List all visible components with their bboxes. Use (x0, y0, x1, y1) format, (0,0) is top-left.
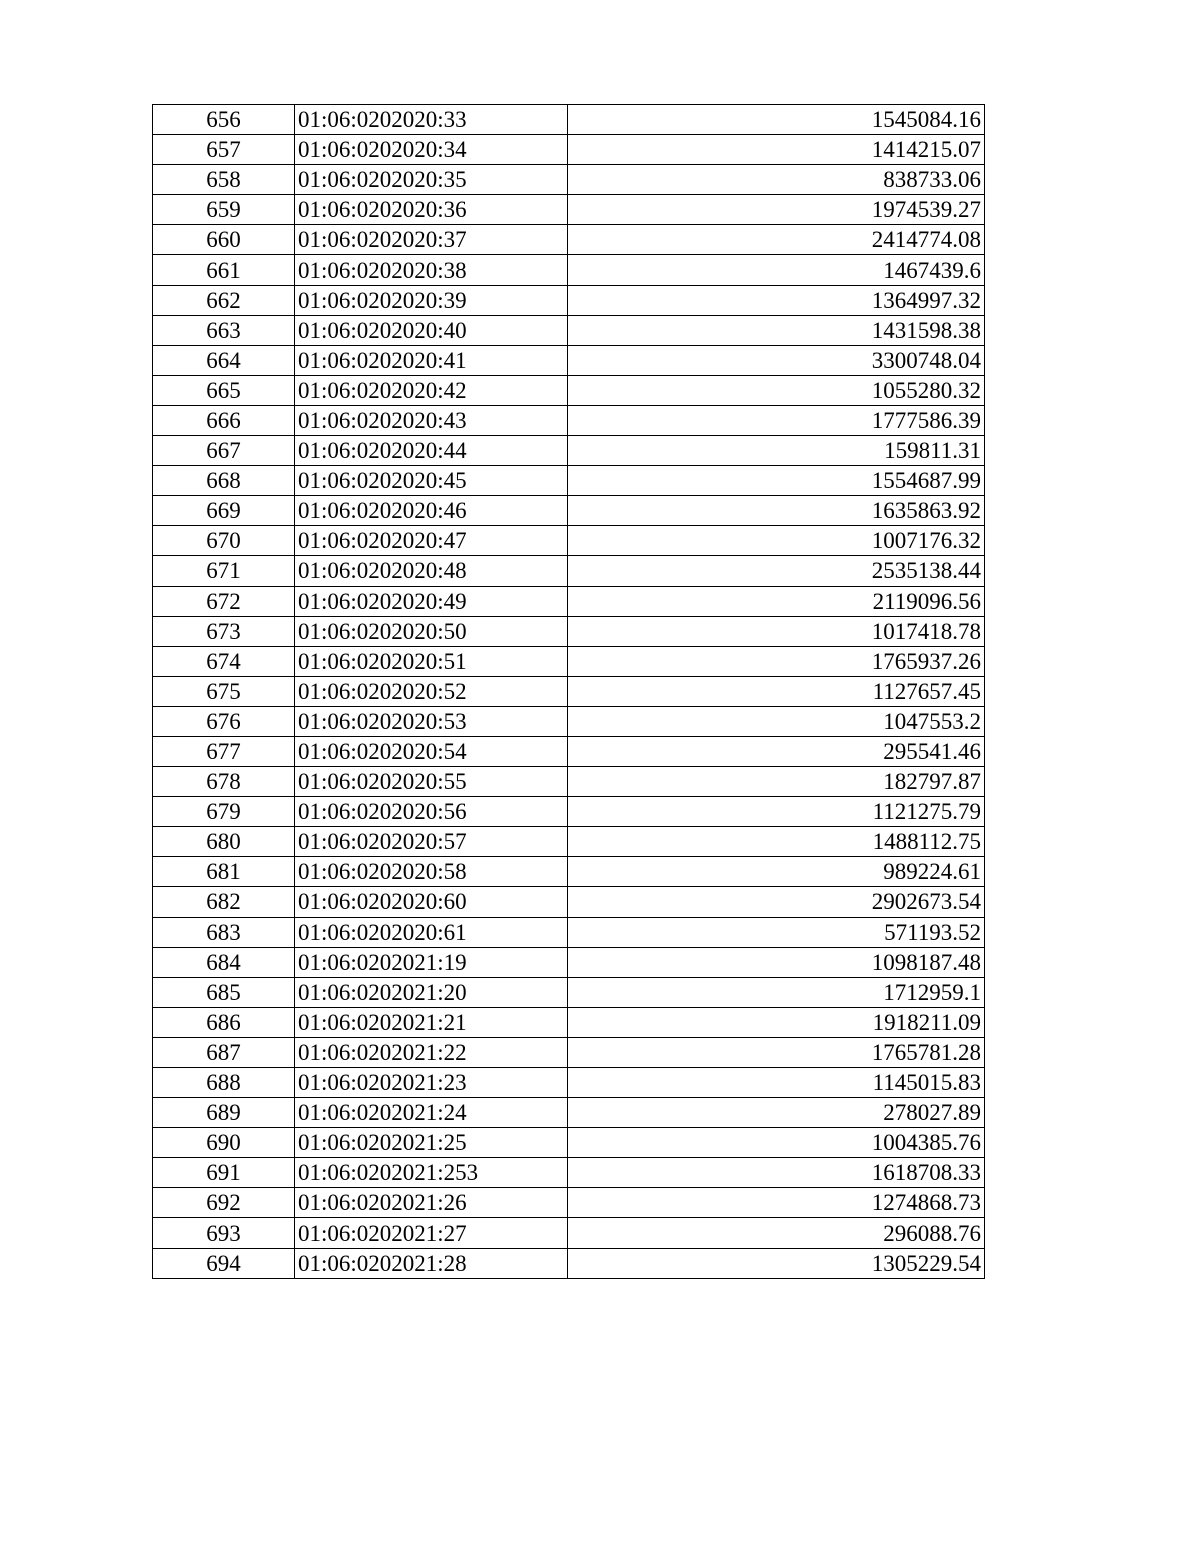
row-number-cell: 669 (153, 496, 295, 526)
table-row (153, 917, 985, 947)
row-number-cell: 680 (153, 827, 295, 857)
row-number-cell: 688 (153, 1068, 295, 1098)
row-number-cell: 661 (153, 255, 295, 285)
row-number-cell: 659 (153, 195, 295, 225)
value-cell: 1467439.6 (568, 255, 985, 285)
value-cell: 1974539.27 (568, 195, 985, 225)
table-row (153, 1128, 985, 1158)
value-cell: 571193.52 (568, 917, 985, 947)
row-number-cell: 694 (153, 1248, 295, 1278)
table-row (153, 1158, 985, 1188)
table-row (153, 255, 985, 285)
table-row (153, 556, 985, 586)
table-row (153, 315, 985, 345)
code-cell: 01:06:0202020:53 (295, 706, 568, 736)
row-number-cell: 677 (153, 736, 295, 766)
code-cell: 01:06:0202020:57 (295, 827, 568, 857)
value-cell: 1765781.28 (568, 1037, 985, 1067)
table-row (153, 225, 985, 255)
value-cell: 296088.76 (568, 1218, 985, 1248)
value-cell: 1488112.75 (568, 827, 985, 857)
value-cell: 1121275.79 (568, 797, 985, 827)
value-cell: 278027.89 (568, 1098, 985, 1128)
code-cell: 01:06:0202020:41 (295, 345, 568, 375)
code-cell: 01:06:0202020:49 (295, 586, 568, 616)
table-row (153, 1248, 985, 1278)
table-row (153, 105, 985, 135)
code-cell: 01:06:0202020:33 (295, 105, 568, 135)
table-row (153, 676, 985, 706)
row-number-cell: 679 (153, 797, 295, 827)
row-number-cell: 678 (153, 767, 295, 797)
table-row (153, 1037, 985, 1067)
code-cell: 01:06:0202020:40 (295, 315, 568, 345)
row-number-cell: 663 (153, 315, 295, 345)
value-cell: 1618708.33 (568, 1158, 985, 1188)
table-row (153, 616, 985, 646)
value-cell: 1274868.73 (568, 1188, 985, 1218)
table-row (153, 195, 985, 225)
value-cell: 2535138.44 (568, 556, 985, 586)
code-cell: 01:06:0202021:24 (295, 1098, 568, 1128)
table-row (153, 1098, 985, 1128)
code-cell: 01:06:0202020:60 (295, 887, 568, 917)
row-number-cell: 689 (153, 1098, 295, 1128)
value-cell: 1305229.54 (568, 1248, 985, 1278)
table-row (153, 646, 985, 676)
code-cell: 01:06:0202020:39 (295, 285, 568, 315)
value-cell: 1414215.07 (568, 135, 985, 165)
code-cell: 01:06:0202020:50 (295, 616, 568, 646)
value-cell: 989224.61 (568, 857, 985, 887)
value-cell: 1004385.76 (568, 1128, 985, 1158)
value-cell: 182797.87 (568, 767, 985, 797)
row-number-cell: 673 (153, 616, 295, 646)
code-cell: 01:06:0202020:48 (295, 556, 568, 586)
value-cell: 159811.31 (568, 436, 985, 466)
row-number-cell: 691 (153, 1158, 295, 1188)
row-number-cell: 662 (153, 285, 295, 315)
code-cell: 01:06:0202020:36 (295, 195, 568, 225)
code-cell: 01:06:0202020:46 (295, 496, 568, 526)
data-table (152, 104, 985, 1279)
table-row (153, 135, 985, 165)
row-number-cell: 667 (153, 436, 295, 466)
row-number-cell: 657 (153, 135, 295, 165)
value-cell: 1145015.83 (568, 1068, 985, 1098)
row-number-cell: 666 (153, 405, 295, 435)
code-cell: 01:06:0202020:51 (295, 646, 568, 676)
value-cell: 1127657.45 (568, 676, 985, 706)
row-number-cell: 664 (153, 345, 295, 375)
code-cell: 01:06:0202021:253 (295, 1158, 568, 1188)
code-cell: 01:06:0202020:58 (295, 857, 568, 887)
row-number-cell: 668 (153, 466, 295, 496)
row-number-cell: 684 (153, 947, 295, 977)
value-cell: 2119096.56 (568, 586, 985, 616)
table-row (153, 947, 985, 977)
code-cell: 01:06:0202021:19 (295, 947, 568, 977)
code-cell: 01:06:0202021:26 (295, 1188, 568, 1218)
code-cell: 01:06:0202021:28 (295, 1248, 568, 1278)
code-cell: 01:06:0202020:43 (295, 405, 568, 435)
row-number-cell: 681 (153, 857, 295, 887)
table-row (153, 1007, 985, 1037)
table-row (153, 767, 985, 797)
table-row (153, 827, 985, 857)
table-row (153, 345, 985, 375)
code-cell: 01:06:0202020:52 (295, 676, 568, 706)
code-cell: 01:06:0202021:25 (295, 1128, 568, 1158)
code-cell: 01:06:0202020:34 (295, 135, 568, 165)
code-cell: 01:06:0202020:44 (295, 436, 568, 466)
table-row (153, 496, 985, 526)
code-cell: 01:06:0202020:61 (295, 917, 568, 947)
table-row (153, 285, 985, 315)
row-number-cell: 656 (153, 105, 295, 135)
value-cell: 1364997.32 (568, 285, 985, 315)
row-number-cell: 665 (153, 375, 295, 405)
code-cell: 01:06:0202020:56 (295, 797, 568, 827)
value-cell: 1017418.78 (568, 616, 985, 646)
code-cell: 01:06:0202021:21 (295, 1007, 568, 1037)
table-row (153, 586, 985, 616)
code-cell: 01:06:0202021:22 (295, 1037, 568, 1067)
value-cell: 295541.46 (568, 736, 985, 766)
row-number-cell: 676 (153, 706, 295, 736)
row-number-cell: 692 (153, 1188, 295, 1218)
table-row (153, 857, 985, 887)
value-cell: 1777586.39 (568, 405, 985, 435)
row-number-cell: 670 (153, 526, 295, 556)
row-number-cell: 660 (153, 225, 295, 255)
value-cell: 1545084.16 (568, 105, 985, 135)
value-cell: 1007176.32 (568, 526, 985, 556)
value-cell: 3300748.04 (568, 345, 985, 375)
value-cell: 1098187.48 (568, 947, 985, 977)
code-cell: 01:06:0202020:55 (295, 767, 568, 797)
table-row (153, 706, 985, 736)
value-cell: 1554687.99 (568, 466, 985, 496)
row-number-cell: 682 (153, 887, 295, 917)
code-cell: 01:06:0202020:42 (295, 375, 568, 405)
code-cell: 01:06:0202020:35 (295, 165, 568, 195)
row-number-cell: 687 (153, 1037, 295, 1067)
value-cell: 2902673.54 (568, 887, 985, 917)
value-cell: 1765937.26 (568, 646, 985, 676)
table-row (153, 375, 985, 405)
code-cell: 01:06:0202021:23 (295, 1068, 568, 1098)
table-row (153, 165, 985, 195)
value-cell: 1918211.09 (568, 1007, 985, 1037)
value-cell: 1055280.32 (568, 375, 985, 405)
table-row (153, 797, 985, 827)
value-cell: 2414774.08 (568, 225, 985, 255)
value-cell: 1712959.1 (568, 977, 985, 1007)
code-cell: 01:06:0202021:27 (295, 1218, 568, 1248)
value-cell: 838733.06 (568, 165, 985, 195)
value-cell: 1635863.92 (568, 496, 985, 526)
code-cell: 01:06:0202021:20 (295, 977, 568, 1007)
table-row (153, 1188, 985, 1218)
code-cell: 01:06:0202020:47 (295, 526, 568, 556)
table-row (153, 436, 985, 466)
row-number-cell: 674 (153, 646, 295, 676)
row-number-cell: 658 (153, 165, 295, 195)
value-cell: 1047553.2 (568, 706, 985, 736)
table-row (153, 466, 985, 496)
table-row (153, 736, 985, 766)
row-number-cell: 693 (153, 1218, 295, 1248)
table-body (153, 105, 985, 1279)
row-number-cell: 686 (153, 1007, 295, 1037)
row-number-cell: 672 (153, 586, 295, 616)
code-cell: 01:06:0202020:37 (295, 225, 568, 255)
value-cell: 1431598.38 (568, 315, 985, 345)
table-row (153, 977, 985, 1007)
row-number-cell: 690 (153, 1128, 295, 1158)
row-number-cell: 671 (153, 556, 295, 586)
row-number-cell: 675 (153, 676, 295, 706)
table-row (153, 887, 985, 917)
table-row (153, 1218, 985, 1248)
table-row (153, 405, 985, 435)
code-cell: 01:06:0202020:45 (295, 466, 568, 496)
code-cell: 01:06:0202020:54 (295, 736, 568, 766)
table-row (153, 526, 985, 556)
code-cell: 01:06:0202020:38 (295, 255, 568, 285)
row-number-cell: 683 (153, 917, 295, 947)
row-number-cell: 685 (153, 977, 295, 1007)
table-row (153, 1068, 985, 1098)
